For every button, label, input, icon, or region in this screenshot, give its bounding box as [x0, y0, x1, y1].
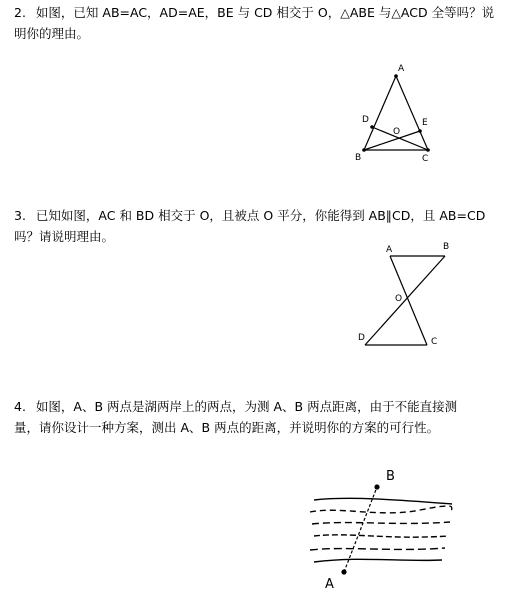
lake-lines	[310, 498, 452, 562]
question-4-line-2: 量，请你设计一种方案，测出 A、B 两点的距离，并说明你的方案的可行性。	[14, 420, 440, 435]
question-2-line-1: 如图，已知 AB=AC，AD=AE，BE 与 CD 相交于 O，△ABE 与△ACD 全等吗？说	[35, 5, 495, 20]
label-d: D	[362, 115, 369, 125]
figure-crossed-segments	[350, 236, 460, 356]
label-o: O	[393, 127, 401, 137]
question-4-text	[14, 396, 504, 438]
question-4-number: 4.	[14, 399, 26, 414]
point-b	[374, 484, 379, 489]
question-2-line-2: 明你的理由。	[14, 26, 90, 41]
label-b: B	[443, 242, 450, 252]
label-e: E	[422, 118, 428, 128]
label-c: C	[422, 154, 429, 164]
question-2-text	[14, 2, 504, 44]
label-d: D	[358, 333, 365, 343]
question-3-line-2: 吗？请说明理由。	[14, 229, 115, 244]
figure-triangle-abc	[340, 60, 450, 170]
figure-lake	[300, 460, 470, 595]
question-3-number: 3.	[14, 208, 26, 223]
label-b: B	[355, 153, 362, 163]
label-a: A	[325, 577, 334, 592]
label-o: O	[395, 294, 403, 304]
question-3-line-1: 已知如图，AC 和 BD 相交于 O，且被点 O 平分，你能得到 AB∥CD，且 AB=CD	[35, 208, 486, 223]
point-a	[341, 569, 346, 574]
label-c: C	[431, 337, 438, 347]
question-4-line-1: 如图，A、B 两点是湖两岸上的两点，为测 A、B 两点距离，由于不能直接测	[35, 399, 458, 414]
label-a: A	[386, 245, 393, 255]
label-b: B	[386, 469, 395, 484]
label-a: A	[398, 64, 405, 74]
question-2-number: 2.	[14, 5, 26, 20]
